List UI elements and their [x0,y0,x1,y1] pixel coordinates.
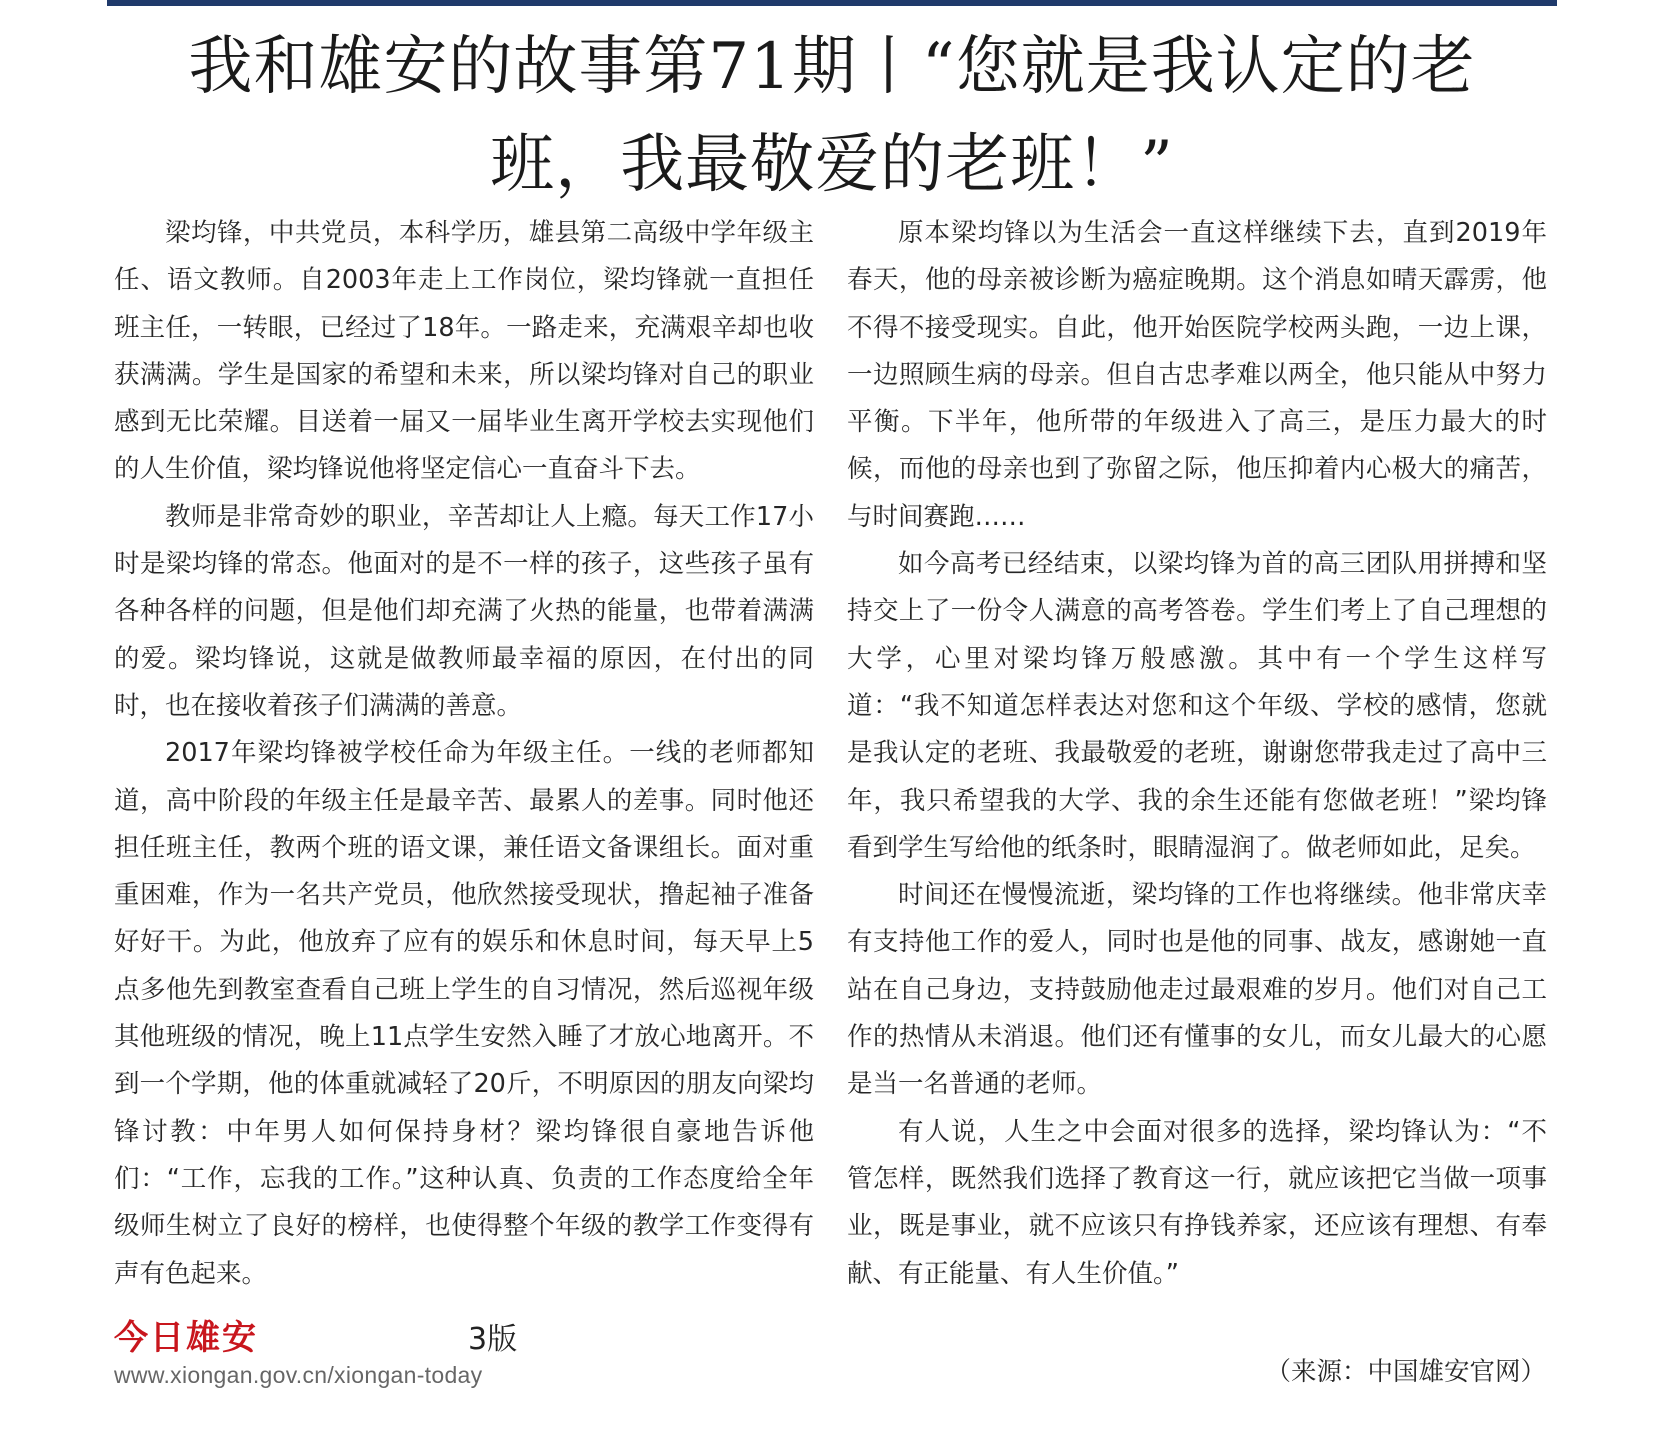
headline-line-1: 我和雄安的故事第71期丨“您就是我认定的老 [188,30,1476,104]
edition-label: 3版 [468,1322,518,1357]
paragraph: 时间还在慢慢流逝，梁均锋的工作也将继续。他非常庆幸有支持他工作的爱人，同时也是他的同事、战友，感谢她一直站在自己身边，支持鼓励他走过最艰难的岁月。他们对自己工作的热情从未消退。他们还有懂事的女儿，而女儿最大的心愿是当一名普通的老师。 [847,880,1547,1100]
brand-logo: 今日雄安 [114,1318,258,1358]
paragraph: 原本梁均锋以为生活会一直这样继续下去，直到2019年春天，他的母亲被诊断为癌症晚期。这个消息如晴天霹雳，他不得不接受现实。自此，他开始医院学校两头跑，一边上课，一边照顾生病的母亲。但自古忠孝难以两全，他只能从中努力平衡。下半年，他所带的年级进入了高三，是压力最大的时候，而他的母亲也到了弥留之际，他压抑着内心极大的痛苦，与时间赛跑…… [847,218,1547,532]
article-column-left [114,210,814,1298]
paragraph: 有人说，人生之中会面对很多的选择，梁均锋认为：“不管怎样，既然我们选择了教育这一行，就应该把它当做一项事业，既是事业，就不应该只有挣钱养家，还应该有理想、有奉献、有正能量、有人生价值。” [847,1116,1547,1289]
paragraph: 2017年梁均锋被学校任命为年级主任。一线的老师都知道，高中阶段的年级主任是最辛苦、最累人的差事。同时他还担任班主任，教两个班的语文课，兼任语文备课组长。面对重重困难，作为一名共产党员，他欣然接受现状，撸起袖子准备好好干。为此，他放弃了应有的娱乐和休息时间，每天早上5点多他先到教室查看自己班上学生的自习情况，然后巡视年级其他班级的情况，晚上11点学生安然入睡了才放心地离开。不到一个学期，他的体重就减轻了20斤，不明原因的朋友向梁均锋讨教：中年男人如何保持身材？梁均锋很自豪地告诉他们：“工作，忘我的工作。”这种认真、负责的工作态度给全年级师生树立了良好的榜样，也使得整个年级的教学工作变得有声有色起来。 [114,738,814,1289]
headline-line-2: 班，我最敬爱的老班！” [490,128,1174,202]
article-headline [120,18,1544,214]
paragraph: 梁均锋，中共党员，本科学历，雄县第二高级中学年级主任、语文教师。自2003年走上工作岗位，梁均锋就一直担任班主任，一转眼，已经过了18年。一路走来，充满艰辛却也收获满满。学生是国家的希望和未来，所以梁均锋对自己的职业感到无比荣耀。目送着一届又一届毕业生离开学校去实现他们的人生价值，梁均锋说他将坚定信心一直奋斗下去。 [114,218,814,485]
article-source: （来源：中国雄安官网） [1265,1357,1546,1387]
paragraph: 如今高考已经结束，以梁均锋为首的高三团队用拼搏和坚持交上了一份令人满意的高考答卷。学生们考上了自己理想的大学，心里对梁均锋万般感激。其中有一个学生这样写道：“我不知道怎样表达对您和这个年级、学校的感情，您就是我认定的老班、我最敬爱的老班，谢谢您带我走过了高中三年，我只希望我的大学、我的余生还能有您做老班！”梁均锋看到学生写给他的纸条时，眼睛湿润了。做老师如此，足矣。 [847,549,1547,863]
article-column-right [847,210,1547,1298]
brand-url[interactable]: www.xiongan.gov.cn/xiongan-today [114,1362,483,1388]
top-rule [107,0,1557,6]
paragraph: 教师是非常奇妙的职业，辛苦却让人上瘾。每天工作17小时是梁均锋的常态。他面对的是不一样的孩子，这些孩子虽有各种各样的问题，但是他们却充满了火热的能量，也带着满满的爱。梁均锋说，这就是做教师最幸福的原因，在付出的同时，也在接收着孩子们满满的善意。 [114,501,814,721]
